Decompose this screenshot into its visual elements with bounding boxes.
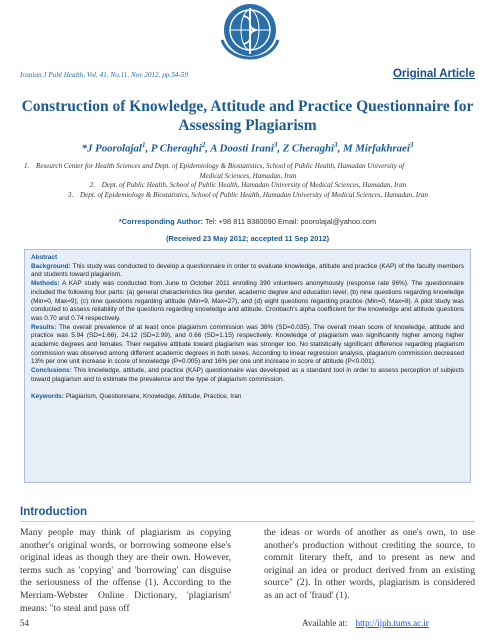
affiliation-text: Dept. of Public Health, School of Public Health, Hamadan University of Medical Sciences, Hamadan, Iran	[101, 181, 407, 190]
corresponding-details: Tel: +98 811 8380090 Email: poorolajal@yahoo.com	[203, 217, 377, 226]
affiliations	[24, 162, 472, 200]
footer-availability	[302, 618, 429, 628]
background-text: This study was conducted to develop a questionnaire in order to evaluate knowledge, attitude and practice (KAP) of the faculty members and students toward plagiarism.	[31, 262, 464, 279]
corresponding-author	[20, 217, 475, 226]
author-affil-ref: 3	[334, 141, 338, 149]
abstract-conclusions	[31, 367, 464, 384]
background-label: Background:	[31, 262, 71, 270]
available-label: Available at:	[302, 618, 348, 628]
conclusions-label: Conclusions:	[31, 367, 72, 375]
abstract-background	[31, 263, 464, 280]
affiliation-item	[24, 162, 472, 172]
results-text: The overall prevalence of at least once plagiarism commission was 38% (SD=0.035). The overall mean score of knowledge, attitude and practice was 5.94 (SD=1.66), 24.12 (SD=2.99), and 0.66 (SD=1.15) respectively. Knowledge of plagiarism was significantly higher among higher academic degrees and females. Their negative attitude toward plagiarism was stronger too. No statistically significant difference regarding plagiarism commission was observed among different academic degrees in both sexes. According to linear regression analysis, plagiarism commission decreased 13% per one unit increase in score of knowledge (P=0.005) and 16% per one unit increase in score of attitude (P<0.001).	[31, 323, 464, 366]
results-label: Results:	[31, 323, 57, 331]
author-affil-ref: 3	[409, 141, 414, 149]
affiliation-item-continued	[24, 172, 472, 182]
author-list: *J Poorolajal$^1$, P Cheraghi$^2$, A Doosti Irani$^3$, Z Cheraghi$^3$, M Mirfakhraei$^3$	[81, 141, 414, 155]
corresponding-label: *Corresponding Author:	[118, 217, 204, 226]
author-name: A Doosti Irani	[210, 142, 274, 155]
journal-header	[20, 68, 475, 84]
author-affil-ref: 2	[201, 141, 206, 149]
affiliation-number: 2.	[89, 181, 96, 190]
author-affil-ref: 3	[273, 141, 278, 149]
affiliation-text: Medical Sciences, Hamadan, Iran	[199, 171, 297, 180]
journal-logo	[208, 0, 292, 64]
keywords-text: Plagiarism, Questionnaire, Knowledge, Attitude, Practice, Iran	[63, 392, 242, 400]
page-number: 54	[20, 618, 29, 628]
journal-url-link[interactable]: http://ijph.tums.ac.ir	[355, 618, 429, 628]
abstract-heading: Abstract	[31, 254, 58, 261]
journal-citation: Iranian J Publ Health, Vol. 41, No.11, Nov 2012, pp.54-59	[20, 71, 188, 79]
affiliation-item	[24, 181, 472, 191]
author-name: *J Poorolajal	[81, 142, 142, 155]
abstract-box	[24, 249, 471, 483]
abstract-results	[31, 324, 464, 368]
author-name: P Cheraghi	[150, 142, 202, 155]
affiliation-item	[24, 191, 472, 201]
author-name: M Mirfakhraei	[342, 142, 410, 155]
keywords-label: Keywords:	[31, 392, 64, 400]
section-divider	[20, 521, 475, 522]
affiliation-text: Dept. of Epidemiology & Biostatistics, School of Public Health, Hamadan University of Medical Sciences, Hamadan, Iran	[80, 190, 428, 199]
introduction-heading: Introduction	[20, 506, 88, 518]
intro-left-column: Many people may think of plagiarism as copying another's original words, or borrowing someone else's original ideas as though they are their own. However, terms such as 'copying' and 'borrowing' can disguise the seriousness of the offense (1). According to the Merriam-Webster Online Dictionary, 'plagiarism' means: "to steal and pass off	[20, 527, 231, 614]
affiliation-number: 3.	[68, 190, 74, 199]
received-dates: (Received 23 May 2012; accepted 11 Sep 2012)	[165, 234, 330, 243]
author-name: Z Cheraghi	[282, 142, 335, 155]
methods-text: A KAP study was conducted from June to October 2011 enrolling 390 volunteers anonymously (response rate 96%). The questionnaire included the following four parts: (a) general characteristics like gender, academic degree and education level; (b) nine questions regarding knowledge (Min=0, Max=9); (c) nine questions regarding attitude (Min=9, Max=27); and (d) eight questions regarding practice (Min=0, Max=8). A pilot study was conducted to assess reliability of the questions regarding knowledge and attitude. Cronbach's alpha coefficient for the knowledge and attitude questions was 0.70 and 0.74 respectively.	[31, 280, 464, 322]
methods-label: Methods:	[31, 280, 60, 288]
affiliation-number: 1.	[24, 162, 30, 170]
abstract-methods	[31, 280, 464, 324]
conclusions-text: This knowledge, attitude, and practice (KAP) questionnaire was developed as a standard tool in order to assess perception of subjects toward plagiarism and to estimate the prevalence and the type of plagiarism commission.	[31, 367, 464, 383]
abstract-keywords	[31, 393, 464, 402]
affiliation-text: Research Center for Health Sciences and Dept. of Epidemiology & Biostatistics, School of Public Health, Hamadan University of	[36, 162, 405, 170]
article-type-label: Original Article	[392, 68, 475, 80]
author-affil-ref: 1	[141, 141, 146, 149]
article-title: Construction of Knowledge, Attitude and Practice Questionnaire for Assessing Plagiarism	[21, 98, 474, 134]
intro-right-column: the ideas or words of another as one's own, to use another's production without crediting the source, to commit literary theft, and to present as new and original an idea or product derived from an existing source" (2). In other words, plagiarism is considered as an act of 'fraud' (1).	[264, 527, 475, 601]
